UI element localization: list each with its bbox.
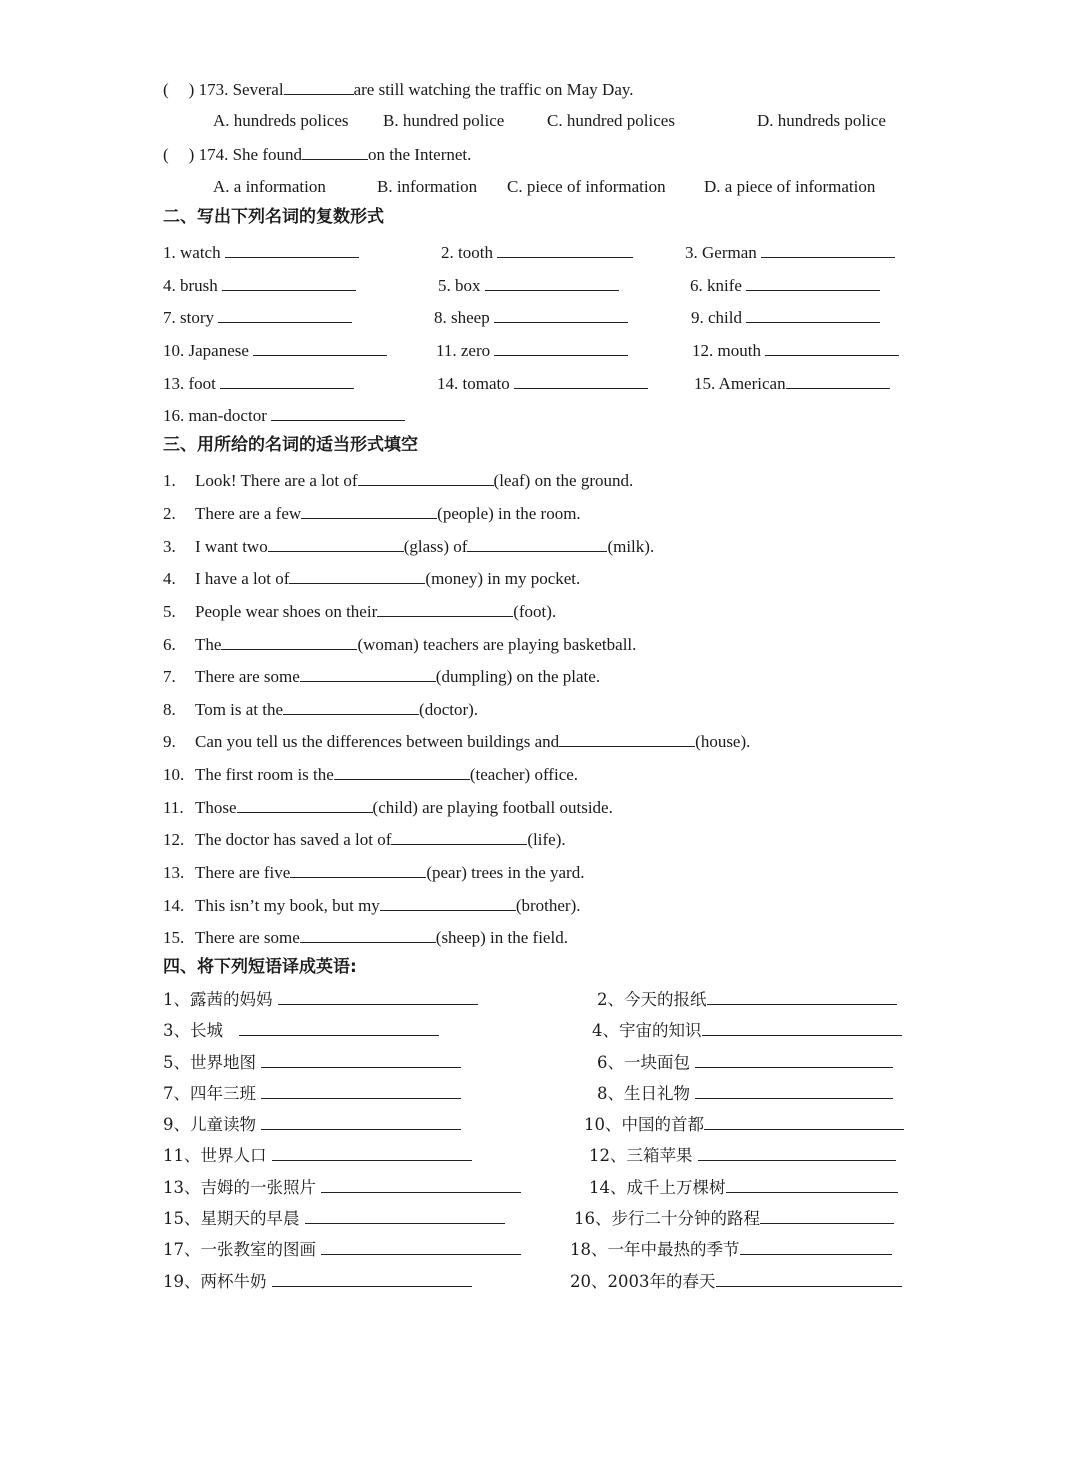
options-174	[0, 176, 1080, 198]
item-text: There are some	[195, 667, 300, 686]
answer-blank[interactable]	[300, 926, 436, 943]
item-label: 16、步行二十分钟的路程	[574, 1209, 760, 1228]
translate-item	[570, 1270, 902, 1292]
answer-blank[interactable]	[261, 1113, 461, 1130]
option-d[interactable]: D. a piece of information	[704, 177, 876, 196]
plural-item	[685, 241, 895, 263]
item-text: Can you tell us the differences between buildings and	[195, 732, 560, 751]
item-text: Those	[195, 798, 237, 817]
answer-blank[interactable]	[220, 372, 354, 389]
translate-item	[570, 1238, 892, 1260]
item-label: 1. watch	[163, 243, 221, 262]
item-text: (pear) trees in the yard.	[426, 863, 585, 882]
question-text-after: on the Internet.	[368, 145, 472, 164]
item-number: 2.	[163, 504, 176, 523]
item-text: (dumpling) on the plate.	[435, 667, 601, 686]
translate-item	[589, 1176, 898, 1198]
plural-item	[163, 306, 352, 328]
question-173	[163, 78, 634, 100]
item-text: (brother).	[515, 896, 581, 915]
item-label: 12、三箱苹果	[589, 1146, 693, 1165]
answer-blank[interactable]	[760, 1207, 894, 1224]
item-label: 17、一张教室的图画	[163, 1240, 316, 1259]
item-text: (glass) of	[403, 537, 468, 556]
answer-blank[interactable]	[301, 502, 437, 519]
item-text: (house).	[695, 732, 751, 751]
section-2-title: 二、写出下列名词的复数形式	[163, 207, 384, 227]
answer-blank[interactable]	[321, 1238, 521, 1255]
item-number: 4.	[163, 569, 176, 588]
item-number: 13.	[163, 863, 185, 882]
answer-blank[interactable]	[695, 1082, 893, 1099]
translate-item	[163, 1144, 472, 1166]
item-label: 19、两杯牛奶	[163, 1272, 267, 1291]
fill-item	[163, 469, 633, 491]
translate-item	[592, 1019, 902, 1041]
item-label: 5. box	[438, 276, 481, 295]
item-text: The	[195, 635, 222, 654]
fill-item	[163, 730, 750, 752]
plural-item	[163, 339, 387, 361]
item-text: The first room is the	[195, 765, 334, 784]
question-text-after: are still watching the traffic on May Day.	[353, 80, 634, 99]
answer-blank[interactable]	[271, 404, 405, 421]
fill-item	[163, 567, 580, 589]
question-174	[163, 143, 471, 165]
item-label: 14. tomato	[437, 374, 510, 393]
item-text: (child) are playing football outside.	[372, 798, 613, 817]
item-text: (people) in the room.	[437, 504, 581, 523]
answer-blank[interactable]	[704, 1113, 904, 1130]
item-text: (sheep) in the field.	[435, 928, 568, 947]
plural-item	[438, 274, 619, 296]
fill-item	[163, 894, 580, 916]
plural-item	[163, 241, 359, 263]
section-3-title: 三、用所给的名词的适当形式填空	[163, 435, 418, 455]
item-text: (life).	[527, 830, 566, 849]
item-text: (teacher) office.	[469, 765, 579, 784]
item-label: 13、吉姆的一张照片	[163, 1178, 316, 1197]
item-label: 11、世界人口	[163, 1146, 267, 1165]
answer-blank[interactable]	[707, 988, 897, 1005]
plural-item	[163, 274, 356, 296]
item-text: (doctor).	[419, 700, 479, 719]
item-number: 14.	[163, 896, 185, 915]
translate-item	[163, 1176, 521, 1198]
option-b[interactable]: B. information	[377, 177, 478, 196]
plural-item	[690, 274, 880, 296]
item-label: 6、一块面包	[597, 1053, 690, 1072]
fill-item	[163, 828, 566, 850]
answer-blank[interactable]	[321, 1176, 521, 1193]
answer-blank[interactable]	[290, 861, 426, 878]
fill-item	[163, 600, 556, 622]
answer-blank[interactable]	[305, 1207, 505, 1224]
item-number: 10.	[163, 765, 185, 784]
answer-blank[interactable]	[239, 1019, 439, 1036]
translate-item	[163, 1270, 472, 1292]
item-label: 14、成千上万棵树	[589, 1178, 726, 1197]
plural-item	[163, 372, 354, 394]
item-label: 7. story	[163, 308, 214, 327]
answer-blank[interactable]	[786, 372, 890, 389]
answer-blank[interactable]	[726, 1176, 898, 1193]
item-number: 3.	[163, 537, 176, 556]
plural-item	[694, 372, 890, 394]
item-label: 8. sheep	[434, 308, 490, 327]
item-text: The doctor has saved a lot of	[195, 830, 392, 849]
answer-blank[interactable]	[485, 274, 619, 291]
fill-item	[163, 502, 581, 524]
option-c[interactable]: C. hundred polices	[547, 111, 675, 130]
answer-blank[interactable]	[253, 339, 387, 356]
item-text: (milk).	[607, 537, 655, 556]
answer-blank[interactable]	[300, 665, 436, 682]
option-a[interactable]: A. a information	[213, 177, 326, 196]
option-d[interactable]: D. hundreds police	[757, 111, 886, 130]
translate-item	[597, 1082, 893, 1104]
answer-blank[interactable]	[765, 339, 899, 356]
answer-blank[interactable]	[237, 796, 373, 813]
answer-blank[interactable]	[358, 469, 494, 486]
item-text: (money) in my pocket.	[425, 569, 581, 588]
fill-item	[163, 861, 584, 883]
item-number: 9.	[163, 732, 176, 751]
translate-item	[163, 1019, 439, 1041]
item-text: I have a lot of	[195, 569, 290, 588]
item-label: 10、中国的首都	[584, 1115, 704, 1134]
answer-paren-open: (	[163, 145, 169, 164]
answer-blank[interactable]	[302, 143, 368, 160]
plural-item	[436, 339, 628, 361]
answer-blank[interactable]	[225, 241, 359, 258]
option-c[interactable]: C. piece of information	[507, 177, 666, 196]
answer-blank[interactable]	[497, 241, 633, 258]
item-label: 15. American	[694, 374, 786, 393]
item-text: (leaf) on the ground.	[493, 471, 634, 490]
answer-blank[interactable]	[289, 567, 425, 584]
item-label: 13. foot	[163, 374, 216, 393]
answer-blank[interactable]	[559, 730, 695, 747]
item-text: There are some	[195, 928, 300, 947]
item-number: 7.	[163, 667, 176, 686]
plural-item	[441, 241, 633, 263]
fill-item	[163, 796, 613, 818]
plural-item	[691, 306, 880, 328]
fill-item	[163, 698, 478, 720]
answer-blank[interactable]	[467, 535, 607, 552]
item-label: 20、2003年的春天	[570, 1272, 716, 1291]
item-label: 2、今天的报纸	[597, 990, 707, 1009]
question-number: 174.	[198, 145, 229, 164]
item-text: Tom is at the	[195, 700, 284, 719]
fill-item	[163, 926, 568, 948]
translate-item	[163, 1051, 461, 1073]
item-label: 7、四年三班	[163, 1084, 256, 1103]
item-text: There are a few	[195, 504, 302, 523]
item-text: This isn’t my book, but my	[195, 896, 380, 915]
plural-item	[434, 306, 628, 328]
item-text: People wear shoes on their	[195, 602, 378, 621]
translate-item	[163, 1082, 461, 1104]
plural-item	[163, 404, 405, 426]
item-label: 11. zero	[436, 341, 491, 360]
item-label: 4、宇宙的知识	[592, 1021, 702, 1040]
answer-blank[interactable]	[268, 535, 404, 552]
item-number: 15.	[163, 928, 185, 947]
fill-item	[163, 535, 654, 557]
translate-item	[163, 988, 478, 1010]
plural-item	[437, 372, 648, 394]
answer-blank[interactable]	[283, 698, 419, 715]
answer-blank[interactable]	[377, 600, 513, 617]
item-label: 6. knife	[690, 276, 742, 295]
answer-blank[interactable]	[391, 828, 527, 845]
translate-item	[163, 1238, 521, 1260]
item-text: There are five	[195, 863, 291, 882]
item-text: Look! There are a lot of	[195, 471, 358, 490]
answer-blank[interactable]	[284, 78, 354, 95]
answer-paren-close: )	[188, 80, 195, 99]
item-label: 3、长城	[163, 1021, 223, 1040]
question-text-before: Several	[232, 80, 284, 99]
fill-item	[163, 665, 600, 687]
answer-blank[interactable]	[761, 241, 895, 258]
answer-blank[interactable]	[261, 1082, 461, 1099]
item-number: 5.	[163, 602, 176, 621]
plural-item	[692, 339, 899, 361]
item-text: (foot).	[513, 602, 557, 621]
item-label: 5、世界地图	[163, 1053, 256, 1072]
item-label: 10. Japanese	[163, 341, 249, 360]
answer-blank[interactable]	[695, 1051, 893, 1068]
answer-blank[interactable]	[261, 1051, 461, 1068]
answer-blank[interactable]	[272, 1144, 472, 1161]
answer-paren-open: (	[163, 80, 169, 99]
answer-blank[interactable]	[278, 988, 478, 1005]
item-number: 6.	[163, 635, 176, 654]
translate-item	[597, 1051, 893, 1073]
item-label: 1、露茜的妈妈	[163, 990, 273, 1009]
answer-blank[interactable]	[494, 306, 628, 323]
answer-blank[interactable]	[221, 633, 357, 650]
translate-item	[574, 1207, 894, 1229]
section-4-title: 四、将下列短语译成英语:	[163, 957, 357, 977]
item-number: 8.	[163, 700, 176, 719]
answer-blank[interactable]	[746, 274, 880, 291]
answer-blank[interactable]	[334, 763, 470, 780]
item-text: (woman) teachers are playing basketball.	[357, 635, 637, 654]
option-a[interactable]: A. hundreds polices	[213, 111, 349, 130]
item-label: 15、星期天的早晨	[163, 1209, 300, 1228]
item-number: 1.	[163, 471, 176, 490]
answer-paren-close: )	[188, 145, 195, 164]
answer-blank[interactable]	[746, 306, 880, 323]
translate-item	[584, 1113, 904, 1135]
options-173	[0, 110, 1080, 132]
translate-item	[589, 1144, 896, 1166]
item-label: 18、一年中最热的季节	[570, 1240, 740, 1259]
item-label: 3. German	[685, 243, 757, 262]
answer-blank[interactable]	[514, 372, 648, 389]
translate-item	[597, 988, 897, 1010]
answer-blank[interactable]	[222, 274, 356, 291]
item-text: I want two	[195, 537, 268, 556]
answer-blank[interactable]	[698, 1144, 896, 1161]
item-number: 11.	[163, 798, 184, 817]
translate-item	[163, 1207, 505, 1229]
answer-blank[interactable]	[272, 1270, 472, 1287]
answer-blank[interactable]	[740, 1238, 892, 1255]
translate-item	[163, 1113, 461, 1135]
question-text-before: She found	[232, 145, 303, 164]
item-label: 16. man-doctor	[163, 406, 267, 425]
item-label: 9. child	[691, 308, 742, 327]
answer-blank[interactable]	[380, 894, 516, 911]
option-b[interactable]: B. hundred police	[383, 111, 505, 130]
item-label: 9、儿童读物	[163, 1115, 256, 1134]
answer-blank[interactable]	[716, 1270, 902, 1287]
question-number: 173.	[198, 80, 229, 99]
item-label: 12. mouth	[692, 341, 761, 360]
item-label: 2. tooth	[441, 243, 493, 262]
fill-item	[163, 763, 578, 785]
item-label: 4. brush	[163, 276, 218, 295]
item-label: 8、生日礼物	[597, 1084, 690, 1103]
answer-blank[interactable]	[494, 339, 628, 356]
answer-blank[interactable]	[218, 306, 352, 323]
item-number: 12.	[163, 830, 185, 849]
answer-blank[interactable]	[702, 1019, 902, 1036]
fill-item	[163, 633, 636, 655]
